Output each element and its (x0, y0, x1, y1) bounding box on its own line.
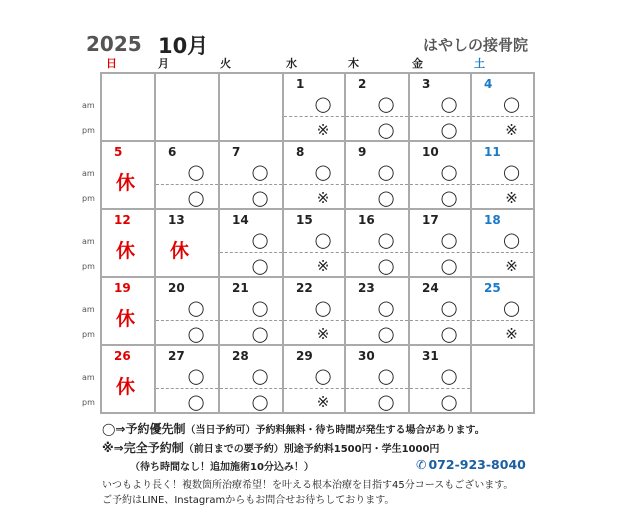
weekday-thu: 木 (348, 57, 359, 70)
am-slot-mark: ◯ (251, 231, 269, 249)
am-slot-mark: ◯ (440, 163, 458, 181)
phone-number-text: 072-923-8040 (428, 457, 526, 472)
day-number: 12 (114, 213, 131, 227)
am-slot-mark: ◯ (187, 163, 205, 181)
legend-line-2 (102, 439, 439, 456)
am-slot-mark: ◯ (440, 299, 458, 317)
day-cell (284, 278, 346, 346)
day-number: 1 (296, 77, 305, 91)
day-cell (410, 142, 472, 210)
am-pm-divider (220, 388, 282, 389)
legend-title-reservation: 完全予約制 (123, 441, 184, 455)
pm-slot-mark: ◯ (377, 257, 395, 275)
day-cell (220, 74, 284, 142)
pm-label: pm (82, 126, 95, 135)
day-cell (472, 346, 535, 414)
holiday-mark: 休 (116, 240, 136, 262)
am-slot-mark: ◯ (251, 367, 269, 385)
calendar-grid (100, 72, 535, 414)
am-slot-mark: ◯ (187, 299, 205, 317)
legend-detail-no-wait: （待ち時間なし！追加施術10分込み！） (130, 462, 314, 473)
day-number: 11 (484, 145, 501, 159)
day-cell (102, 74, 156, 142)
am-pm-divider (156, 320, 218, 321)
day-cell (102, 142, 156, 210)
am-pm-divider (284, 116, 344, 117)
day-cell (102, 278, 156, 346)
pm-slot-mark: ◯ (251, 325, 269, 343)
pm-slot-mark: ◯ (377, 121, 395, 139)
weekday-wed: 水 (286, 57, 297, 70)
pm-label: pm (82, 398, 95, 407)
holiday-mark: 休 (116, 308, 136, 330)
am-slot-mark: ◯ (314, 299, 332, 317)
am-label: am (82, 237, 95, 246)
pm-slot-mark: ※ (316, 257, 330, 275)
weekday-tue: 火 (220, 57, 231, 70)
pm-slot-mark: ◯ (440, 325, 458, 343)
day-cell (284, 210, 346, 278)
am-label: am (82, 373, 95, 382)
day-number: 5 (114, 145, 123, 159)
am-pm-divider (410, 320, 470, 321)
day-cell (220, 210, 284, 278)
holiday-mark: 休 (170, 240, 190, 262)
day-cell (102, 210, 156, 278)
am-pm-divider (410, 252, 470, 253)
am-label: am (82, 169, 95, 178)
day-number: 23 (358, 281, 375, 295)
am-pm-divider (220, 252, 282, 253)
am-pm-divider (346, 184, 408, 185)
day-number: 29 (296, 349, 313, 363)
am-pm-divider (472, 252, 533, 253)
am-label: am (82, 101, 95, 110)
am-slot-mark: ◯ (377, 299, 395, 317)
day-cell (156, 278, 220, 346)
pm-label: pm (82, 194, 95, 203)
day-number: 7 (232, 145, 241, 159)
day-number: 18 (484, 213, 501, 227)
day-number: 9 (358, 145, 367, 159)
day-cell (284, 74, 346, 142)
am-slot-mark: ◯ (251, 299, 269, 317)
day-number: 20 (168, 281, 185, 295)
am-slot-mark: ◯ (314, 231, 332, 249)
am-pm-divider (472, 184, 533, 185)
am-slot-mark: ◯ (314, 95, 332, 113)
phone-icon: ✆ (416, 457, 427, 472)
day-cell (472, 142, 535, 210)
am-pm-divider (284, 320, 344, 321)
day-number: 13 (168, 213, 185, 227)
holiday-mark: 休 (116, 172, 136, 194)
day-number: 26 (114, 349, 131, 363)
phone-number[interactable] (416, 457, 526, 472)
am-slot-mark: ◯ (440, 231, 458, 249)
day-number: 24 (422, 281, 439, 295)
pm-slot-mark: ※ (316, 189, 330, 207)
day-number: 17 (422, 213, 439, 227)
day-cell (346, 74, 410, 142)
am-pm-divider (410, 116, 470, 117)
day-cell (220, 142, 284, 210)
day-number: 21 (232, 281, 249, 295)
am-pm-divider (220, 184, 282, 185)
pm-slot-mark: ※ (505, 121, 518, 139)
pm-slot-mark: ◯ (187, 393, 205, 411)
legend-symbol-kome: ※⇒ (102, 441, 124, 455)
pm-slot-mark: ◯ (440, 121, 458, 139)
day-number: 27 (168, 349, 185, 363)
year-label: 2025 (86, 32, 142, 56)
day-cell (346, 210, 410, 278)
am-pm-divider (284, 184, 344, 185)
pm-slot-mark: ◯ (440, 189, 458, 207)
day-cell (156, 210, 220, 278)
pm-slot-mark: ◯ (187, 325, 205, 343)
am-slot-mark: ◯ (187, 367, 205, 385)
am-pm-divider (346, 252, 408, 253)
am-pm-divider (156, 388, 218, 389)
am-slot-mark: ◯ (377, 231, 395, 249)
pm-slot-mark: ◯ (377, 325, 395, 343)
weekday-fri: 金 (412, 57, 423, 70)
legend-line-3 (130, 458, 314, 473)
day-number: 3 (422, 77, 431, 91)
day-number: 22 (296, 281, 313, 295)
day-number: 14 (232, 213, 249, 227)
day-number: 4 (484, 77, 493, 91)
day-cell (410, 74, 472, 142)
day-cell (220, 278, 284, 346)
day-number: 15 (296, 213, 313, 227)
day-number: 16 (358, 213, 375, 227)
day-number: 31 (422, 349, 439, 363)
day-cell (156, 142, 220, 210)
am-slot-mark: ◯ (440, 367, 458, 385)
pm-slot-mark: ※ (505, 257, 518, 275)
day-cell (346, 346, 410, 414)
am-pm-divider (472, 116, 533, 117)
note-line-2: ご予約はLINE、Instagramからもお問合せお待ちしております。 (102, 495, 395, 506)
am-pm-divider (346, 116, 408, 117)
pm-slot-mark: ◯ (377, 393, 395, 411)
am-slot-mark: ◯ (251, 163, 269, 181)
legend-detail-reservation: （前日までの要予約）別途予約料1500円・学生1000円 (183, 444, 440, 455)
am-slot-mark: ◯ (377, 95, 395, 113)
holiday-mark: 休 (116, 376, 136, 398)
day-cell (410, 210, 472, 278)
day-cell (346, 142, 410, 210)
pm-slot-mark: ※ (316, 325, 330, 343)
am-slot-mark: ◯ (440, 95, 458, 113)
day-cell (410, 278, 472, 346)
legend-symbol-circle: ◯⇒ (102, 422, 126, 436)
pm-slot-mark: ※ (505, 325, 518, 343)
day-number: 6 (168, 145, 177, 159)
am-pm-divider (410, 388, 470, 389)
legend-line-1 (102, 420, 485, 437)
day-number: 8 (296, 145, 305, 159)
am-slot-mark: ◯ (503, 299, 520, 317)
day-cell (220, 346, 284, 414)
day-number: 2 (358, 77, 367, 91)
pm-slot-mark: ※ (316, 393, 330, 411)
day-cell (102, 346, 156, 414)
day-cell (284, 142, 346, 210)
am-pm-divider (284, 388, 344, 389)
am-slot-mark: ◯ (503, 231, 520, 249)
am-slot-mark: ◯ (377, 367, 395, 385)
weekday-sun: 日 (106, 57, 117, 70)
pm-slot-mark: ※ (505, 189, 518, 207)
am-pm-divider (472, 320, 533, 321)
am-slot-mark: ◯ (314, 163, 332, 181)
day-number: 25 (484, 281, 501, 295)
pm-slot-mark: ◯ (251, 393, 269, 411)
am-slot-mark: ◯ (377, 163, 395, 181)
day-cell (472, 210, 535, 278)
am-slot-mark: ◯ (314, 367, 332, 385)
weekday-mon: 月 (158, 57, 169, 70)
pm-label: pm (82, 330, 95, 339)
day-number: 19 (114, 281, 131, 295)
am-pm-divider (346, 320, 408, 321)
pm-slot-mark: ◯ (187, 189, 205, 207)
pm-label: pm (82, 262, 95, 271)
am-label: am (82, 305, 95, 314)
pm-slot-mark: ◯ (251, 257, 269, 275)
day-cell (156, 346, 220, 414)
pm-slot-mark: ◯ (440, 393, 458, 411)
pm-slot-mark: ◯ (440, 257, 458, 275)
pm-slot-mark: ◯ (251, 189, 269, 207)
am-slot-mark: ◯ (503, 95, 520, 113)
am-pm-divider (284, 252, 344, 253)
legend-title-priority: 予約優先制 (125, 422, 186, 436)
month-label: 10月 (158, 34, 209, 58)
day-cell (346, 278, 410, 346)
am-pm-divider (156, 184, 218, 185)
weekday-sat: 土 (474, 57, 485, 70)
day-cell (410, 346, 472, 414)
am-slot-mark: ◯ (503, 163, 520, 181)
day-number: 30 (358, 349, 375, 363)
am-pm-divider (346, 388, 408, 389)
pm-slot-mark: ※ (316, 121, 330, 139)
day-cell (284, 346, 346, 414)
am-pm-divider (220, 320, 282, 321)
pm-slot-mark: ◯ (377, 189, 395, 207)
legend-detail-priority: （当日予約可）予約料無料・待ち時間が発生する場合があります。 (185, 425, 485, 436)
day-cell (472, 278, 535, 346)
day-cell (156, 74, 220, 142)
day-cell (472, 74, 535, 142)
day-number: 28 (232, 349, 249, 363)
note-line-1: いつもより長く！複数箇所治療希望！を叶える根本治療を目指す45分コースもございます。 (102, 480, 514, 491)
am-pm-divider (410, 184, 470, 185)
day-number: 10 (422, 145, 439, 159)
clinic-name: はやしの接骨院 (422, 36, 528, 54)
